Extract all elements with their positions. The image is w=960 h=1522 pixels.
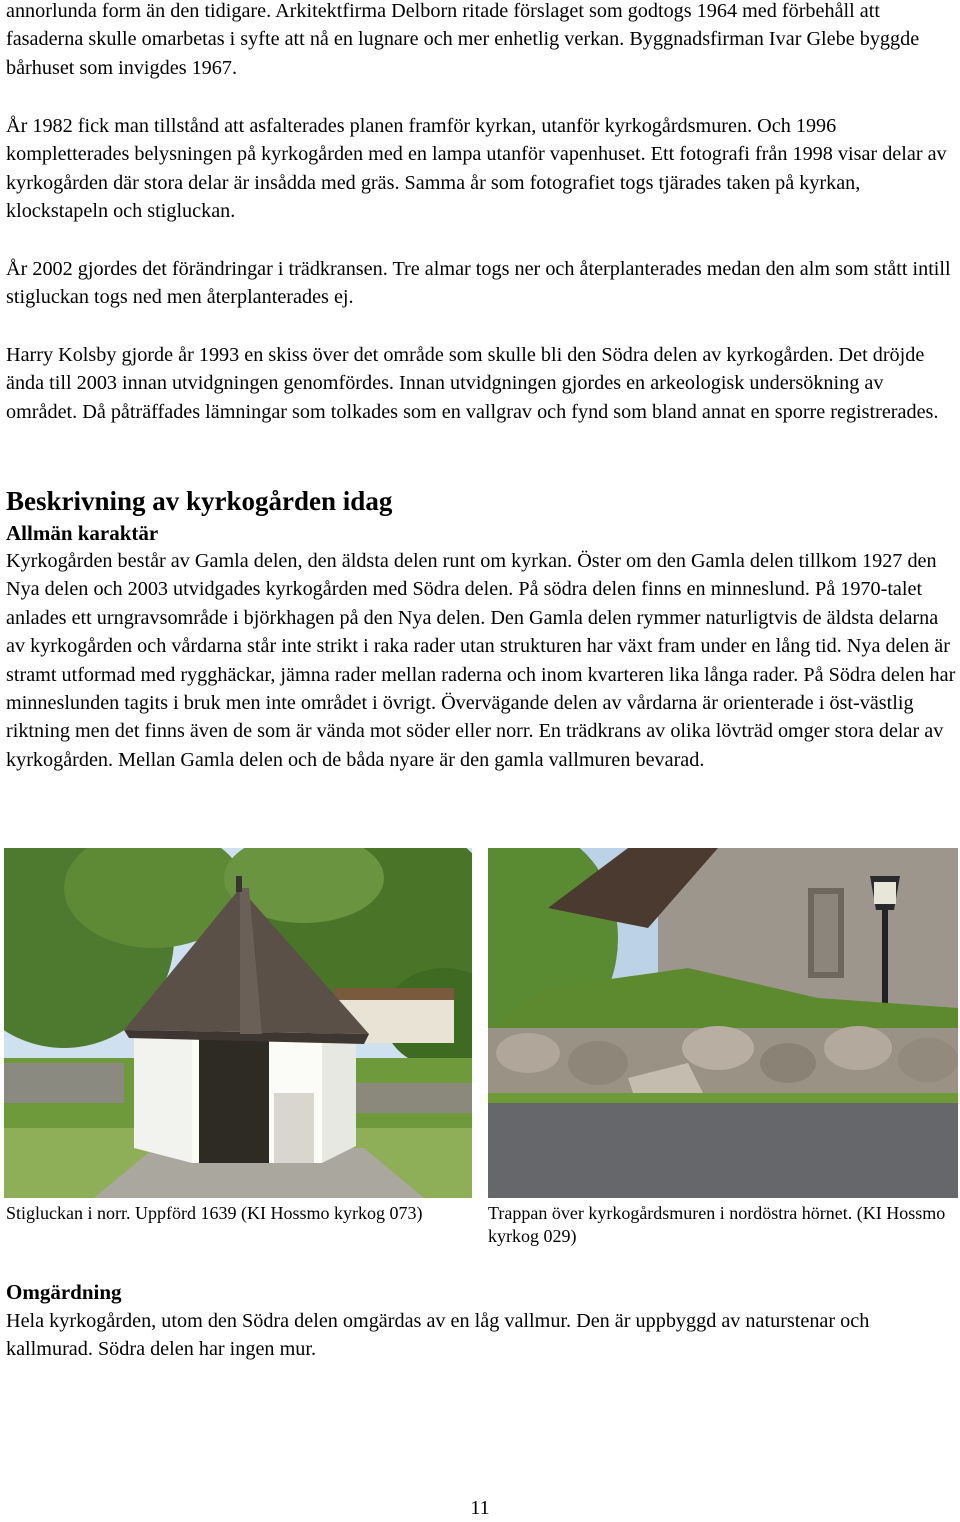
subheading-general-character: Allmän karaktär: [6, 521, 159, 545]
wall-stairs-photo: [488, 848, 958, 1198]
history-paragraph-2: År 1982 fick man tillstånd att asfalterades planen framför kyrkan, utanför kyrkogårdsmuren. Och 1996 kompletterades belysningen på kyrkogården med en lampa utanför vapenhuset. Ett fotografi från 1998 visar delar av kyrkogården där stora delar är insådda med gräs. Samma år som fotografiet togs tjärades taken på kyrkan, klockstapeln och stigluckan.: [6, 115, 947, 223]
enclosure-paragraph: Hela kyrkogården, utom den Södra delen omgärdas av en låg vallmur. Den är uppbyggd av naturstenar och kallmurad. Södra delen har ingen mur.: [6, 1310, 870, 1361]
section-heading: Beskrivning av kyrkogården idag: [6, 486, 393, 516]
lychgate-photo: [4, 848, 472, 1198]
history-paragraph-4: Harry Kolsby gjorde år 1993 en skiss över det område som skulle bli den Södra delen av kyrkogården. Det dröjde ända till 2003 innan utvidgningen genomfördes. Innan utvidgningen gjordes en arkeologisk undersökning av området. Då påträffades lämningar som tolkades som en vallgrav och fynd som bland annat en sporre registrerades.: [6, 344, 939, 423]
subheading-enclosure: Omgärdning: [6, 1280, 122, 1304]
wall-stairs-caption: Trappan över kyrkogårdsmuren i nordöstra hörnet. (KI Hossmo kyrkog 029): [488, 1203, 946, 1246]
history-paragraph-1: annorlunda form än den tidigare. Arkitektfirma Delborn ritade förslaget som godtogs 1964 med förbehåll att fasaderna skulle omarbetas i syfte att nå en lugnare och mer enhetlig verkan. Byggnadsfirman Ivar Glebe byggde bårhuset som invigdes 1967.: [6, 0, 920, 79]
page-number: 11: [470, 1497, 490, 1519]
general-character-paragraph: Kyrkogården består av Gamla delen, den äldsta delen runt om kyrkan. Öster om den Gamla delen tillkom 1927 den Nya delen och 2003 utvidgades kyrkogården med Södra delen. På södra delen finns en minneslund. På 1970-talet anlades ett urngravsområde i björkhagen på den Nya delen. Den Gamla delen rymmer naturligtvis de äldsta delarna av kyrkogården och vårdarna står inte strikt i raka rader utan strukturen har växt fram under en lång tid. Nya delen är stramt utformad med rygghäckar, jämna rader mellan raderna och inom kvarteren lika långa rader. På Södra delen har minneslunden tagits i bruk men inte området i övrigt. Övervägande delen av vårdarna är orienterade i öst-västlig riktning men det finns även de som är vända mot söder eller norr. En trädkrans av olika lövträd omger stora delar av kyrkogården. Mellan Gamla delen och de båda nyare är den gamla vallmuren bevarad.: [6, 550, 956, 771]
history-paragraph-3: År 2002 gjordes det förändringar i trädkransen. Tre almar togs ner och återplanterades medan den alm som stått intill stigluckan togs ned men återplanterades ej.: [6, 258, 951, 309]
lychgate-caption: Stigluckan i norr. Uppförd 1639 (KI Hossmo kyrkog 073): [6, 1203, 423, 1223]
